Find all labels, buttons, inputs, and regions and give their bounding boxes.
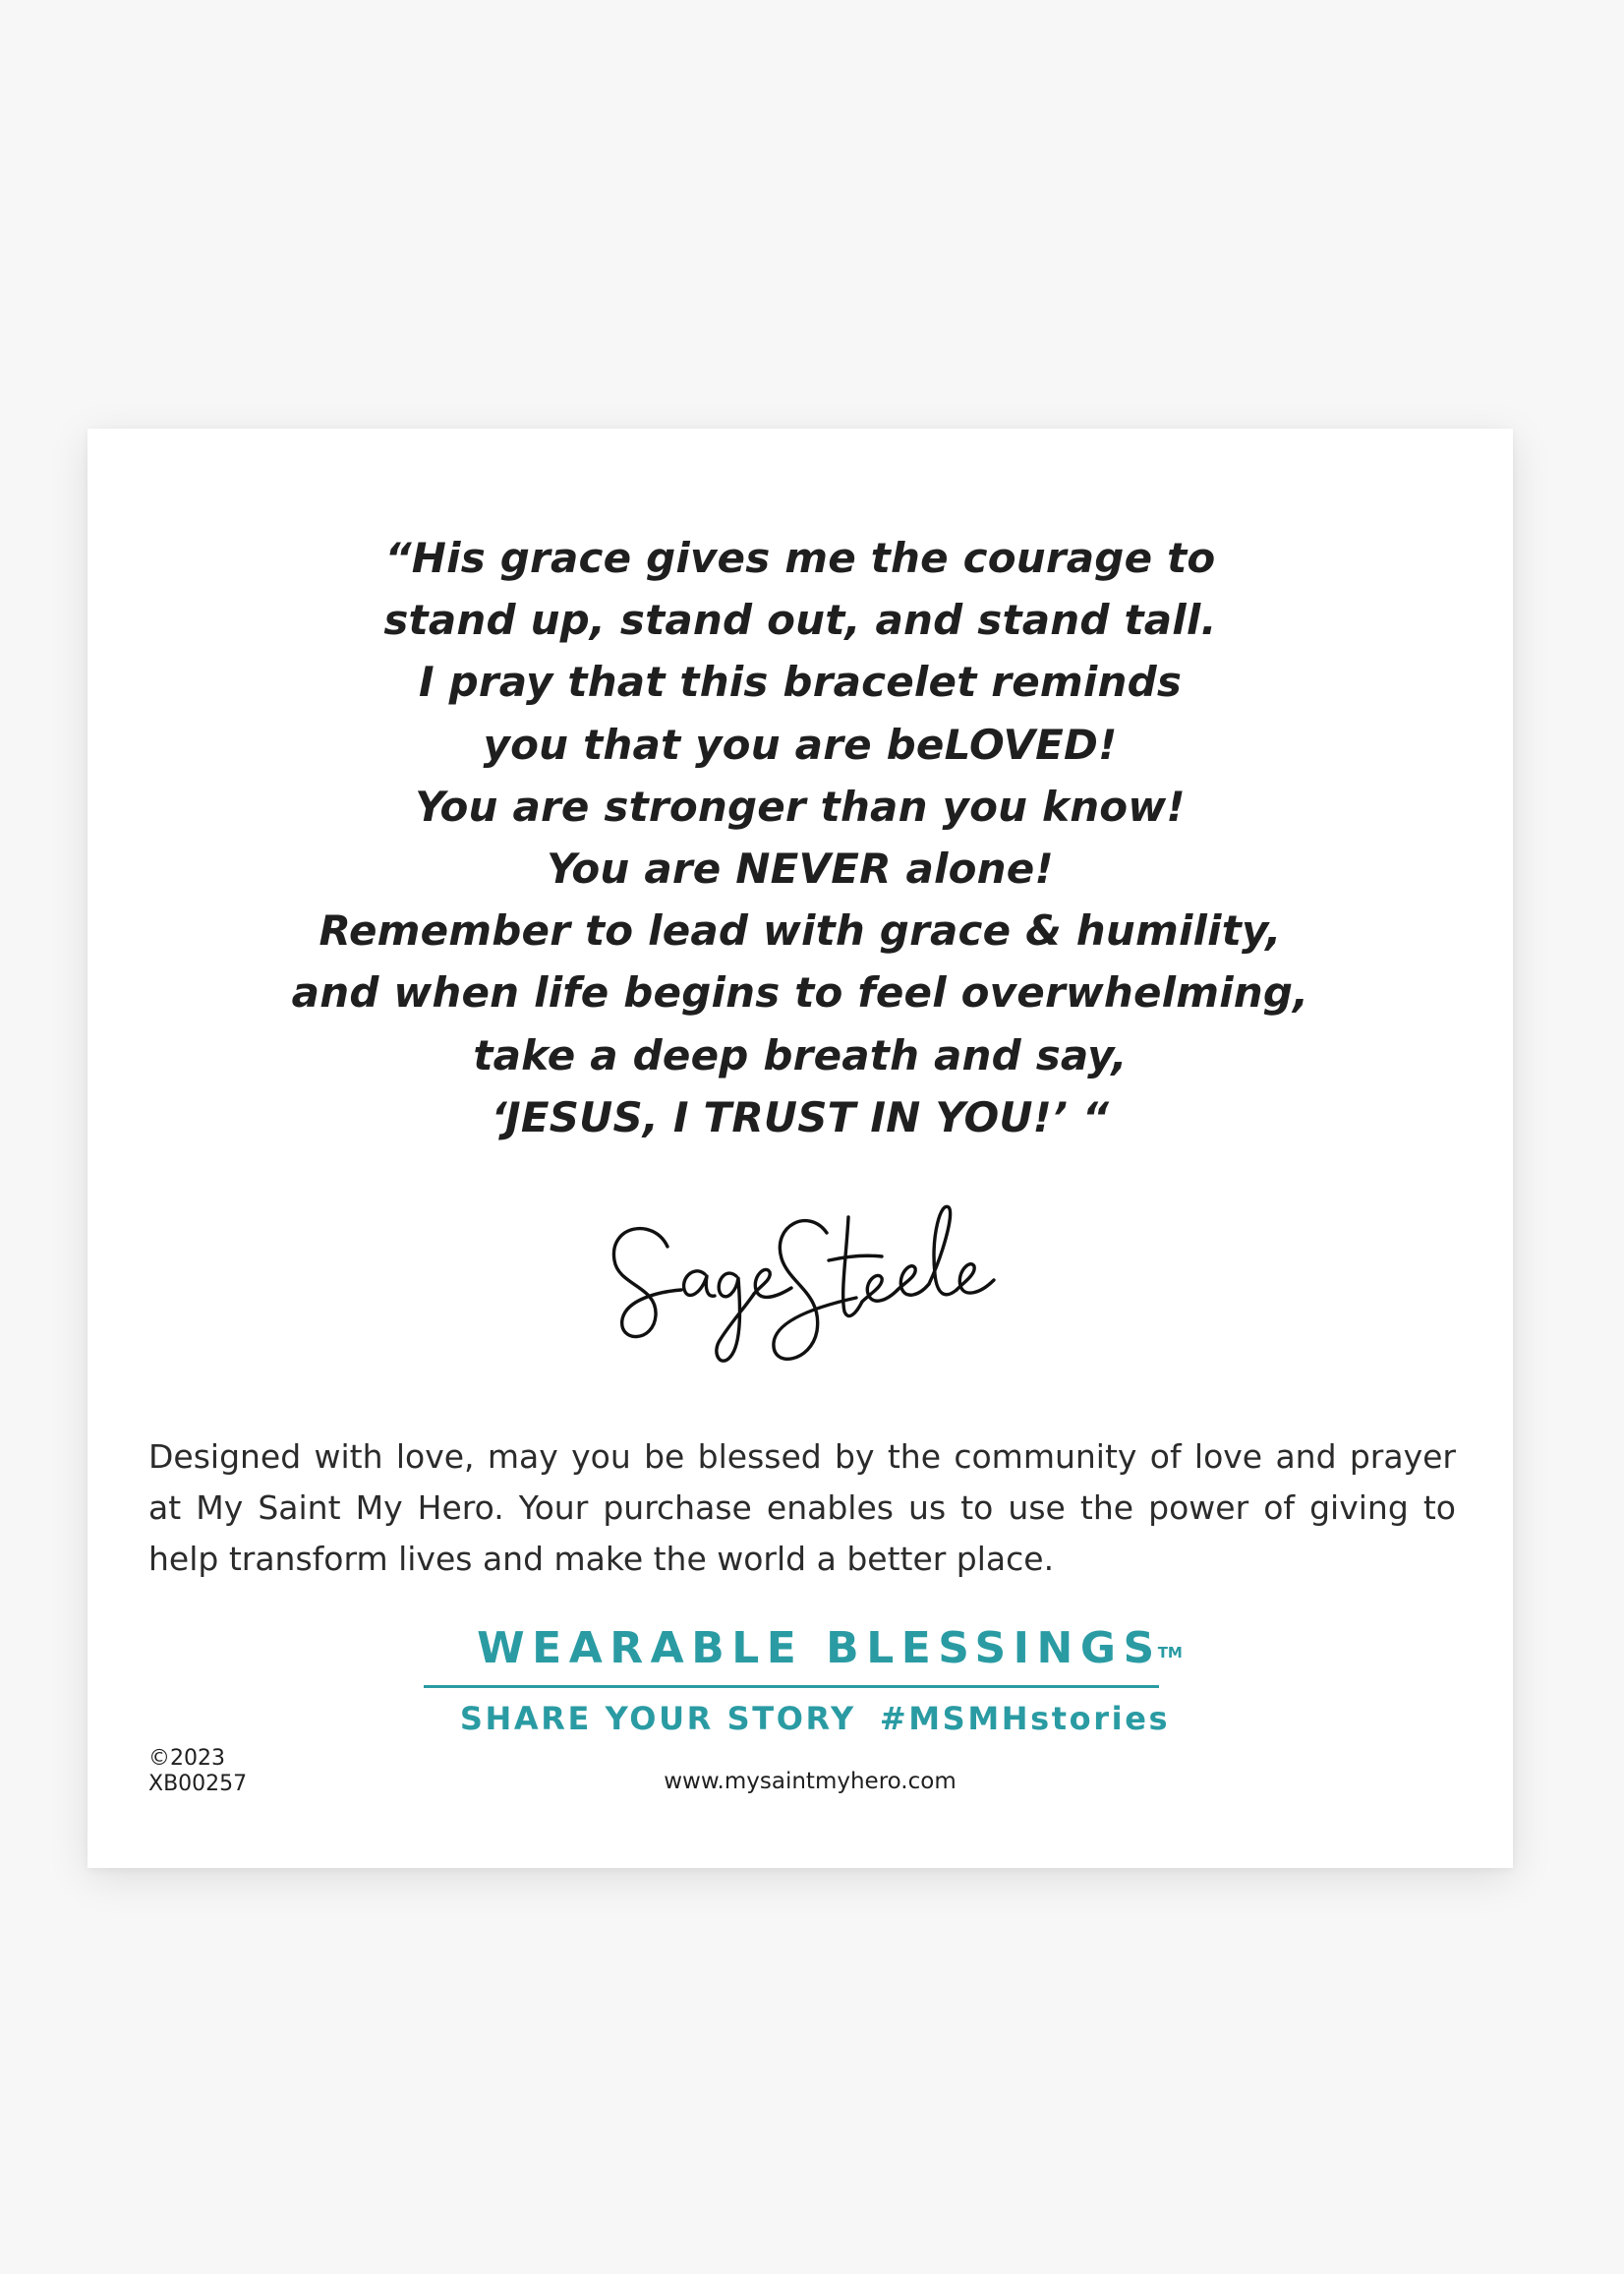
tagline-hashtag: #MSMHstories: [879, 1700, 1171, 1737]
message-card: [87, 429, 1513, 1868]
website-url: www.mysaintmyhero.com: [664, 1769, 957, 1794]
quote-line: Remember to lead with grace & humility,: [319, 906, 1282, 956]
brand-title-text: WEARABLE BLESSINGS: [477, 1623, 1162, 1673]
copyright-year: ©2023: [148, 1746, 225, 1771]
quote-line: you that you are beLOVED!: [483, 720, 1118, 769]
quote-line: You are NEVER alone!: [547, 845, 1054, 894]
quote-line: You are stronger than you know!: [415, 782, 1186, 831]
product-code: XB00257: [148, 1772, 248, 1796]
quote-line: stand up, stand out, and stand tall.: [383, 596, 1217, 645]
brand-title: [477, 1624, 1183, 1673]
brand-block: [422, 1624, 1238, 1673]
quote-line: and when life begins to feel overwhelming,: [291, 968, 1309, 1018]
trademark-mark: TM: [1157, 1644, 1183, 1662]
quote-text: [87, 527, 1513, 1148]
brand-underline: [424, 1685, 1159, 1688]
quote-line: “His grace gives me the courage to: [384, 534, 1216, 582]
quote-line: I pray that this bracelet reminds: [418, 658, 1183, 707]
handwritten-signature: [599, 1195, 1071, 1382]
brand-tagline: [422, 1697, 1208, 1740]
tagline-share-your-story: SHARE YOUR STORY: [459, 1700, 856, 1737]
quote-line: take a deep breath and say,: [473, 1030, 1128, 1079]
description-paragraph: Designed with love, may you be blessed by the community of love and prayer at My Saint My Hero. Your purchase enables us to use the power of giving to help transform lives and make the world a better place.: [148, 1437, 1456, 1578]
quote-line: ‘JESUS, I TRUST IN YOU!’ “: [491, 1092, 1110, 1141]
